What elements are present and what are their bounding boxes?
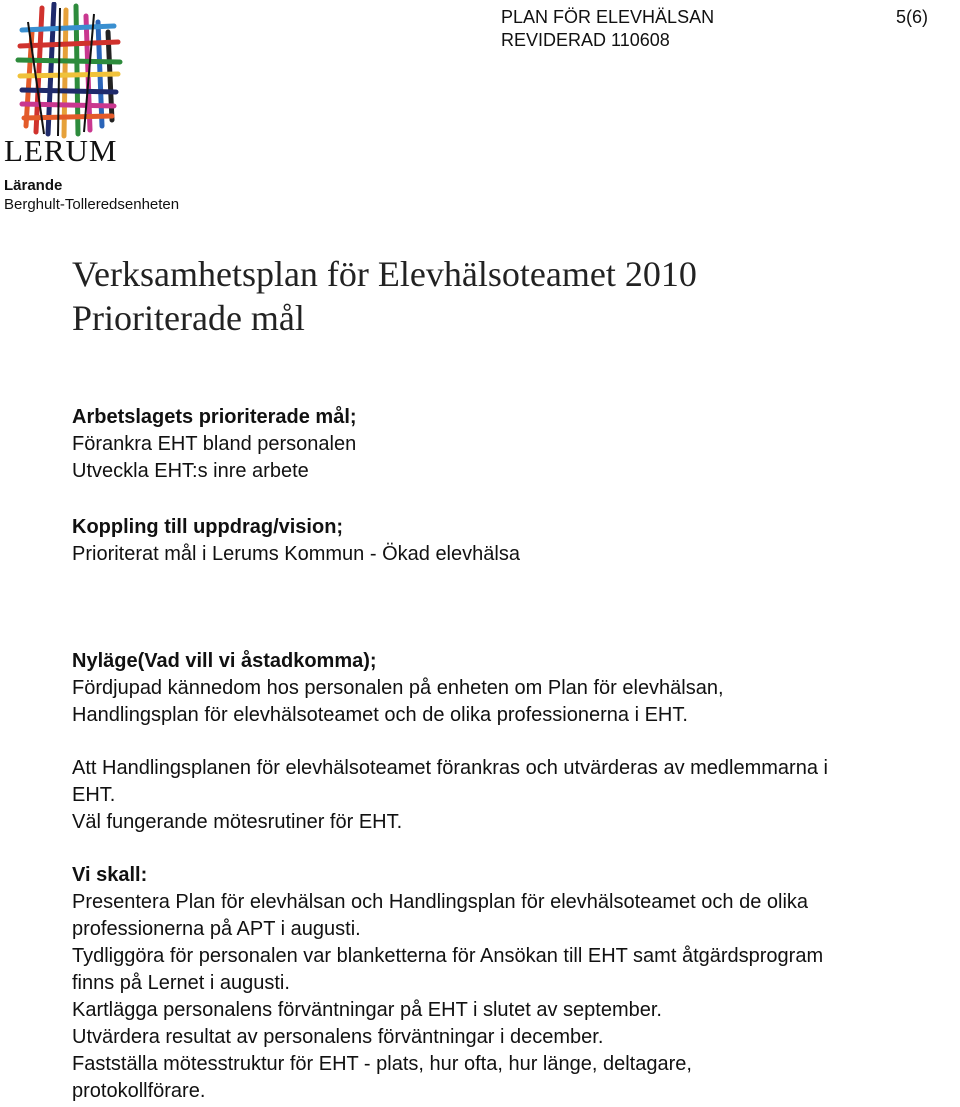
section-team-goals <box>72 404 357 485</box>
section-status-continued <box>72 755 828 836</box>
section-heading: Vi skall: <box>72 864 148 886</box>
section-line: Förankra EHT bland personalen <box>72 433 357 455</box>
section-line: EHT. <box>72 784 116 806</box>
section-line: professionerna på APT i augusti. <box>72 918 361 940</box>
page-title <box>72 252 697 340</box>
logo-wordmark: LERUM <box>4 133 118 168</box>
section-line: finns på Lernet i augusti. <box>72 972 290 994</box>
page-number: 5(6) <box>896 7 929 27</box>
section-line: protokollförare. <box>72 1080 206 1102</box>
section-current-status <box>72 648 724 729</box>
unit-info <box>4 176 179 214</box>
section-line: Fördjupad kännedom hos personalen på enheten om Plan för elevhälsan, <box>72 677 724 699</box>
header-title: PLAN FÖR ELEVHÄLSAN <box>501 7 715 27</box>
woven-logo-graphic <box>14 2 124 140</box>
section-line: Prioriterat mål i Lerums Kommun - Ökad elevhälsa <box>72 543 520 565</box>
header-revision: REVIDERAD 110608 <box>501 30 670 50</box>
section-heading: Arbetslagets prioriterade mål; <box>72 406 357 428</box>
section-line: Kartlägga personalens förväntningar på EHT i slutet av september. <box>72 999 662 1021</box>
section-heading: Nyläge(Vad vill vi åstadkomma); <box>72 650 377 672</box>
unit-name: Berghult-Tolleredsenheten <box>4 196 180 213</box>
title-line-1: Verksamhetsplan för Elevhälsoteamet 2010 <box>72 254 697 294</box>
lerum-logo <box>0 0 130 170</box>
section-line: Presentera Plan för elevhälsan och Handlingsplan för elevhälsoteamet och de olika <box>72 891 809 913</box>
unit-category: Lärande <box>4 177 63 194</box>
section-line: Tydliggöra för personalen var blanketterna för Ansökan till EHT samt åtgärdsprogram <box>72 945 824 967</box>
section-line: Handlingsplan för elevhälsoteamet och de olika professionerna i EHT. <box>72 704 688 726</box>
title-line-2: Prioriterade mål <box>72 298 305 338</box>
section-line: Väl fungerande mötesrutiner för EHT. <box>72 811 403 833</box>
section-line: Fastställa mötesstruktur för EHT - plats, hur ofta, hur länge, deltagare, <box>72 1053 692 1075</box>
section-line: Utveckla EHT:s inre arbete <box>72 460 309 482</box>
section-line: Att Handlingsplanen för elevhälsoteamet förankras och utvärderas av medlemmarna i <box>72 757 828 779</box>
section-line: Utvärdera resultat av personalens förväntningar i december. <box>72 1026 604 1048</box>
section-mission-link <box>72 514 520 568</box>
section-actions <box>72 862 823 1105</box>
document-header <box>501 6 714 52</box>
section-heading: Koppling till uppdrag/vision; <box>72 516 344 538</box>
